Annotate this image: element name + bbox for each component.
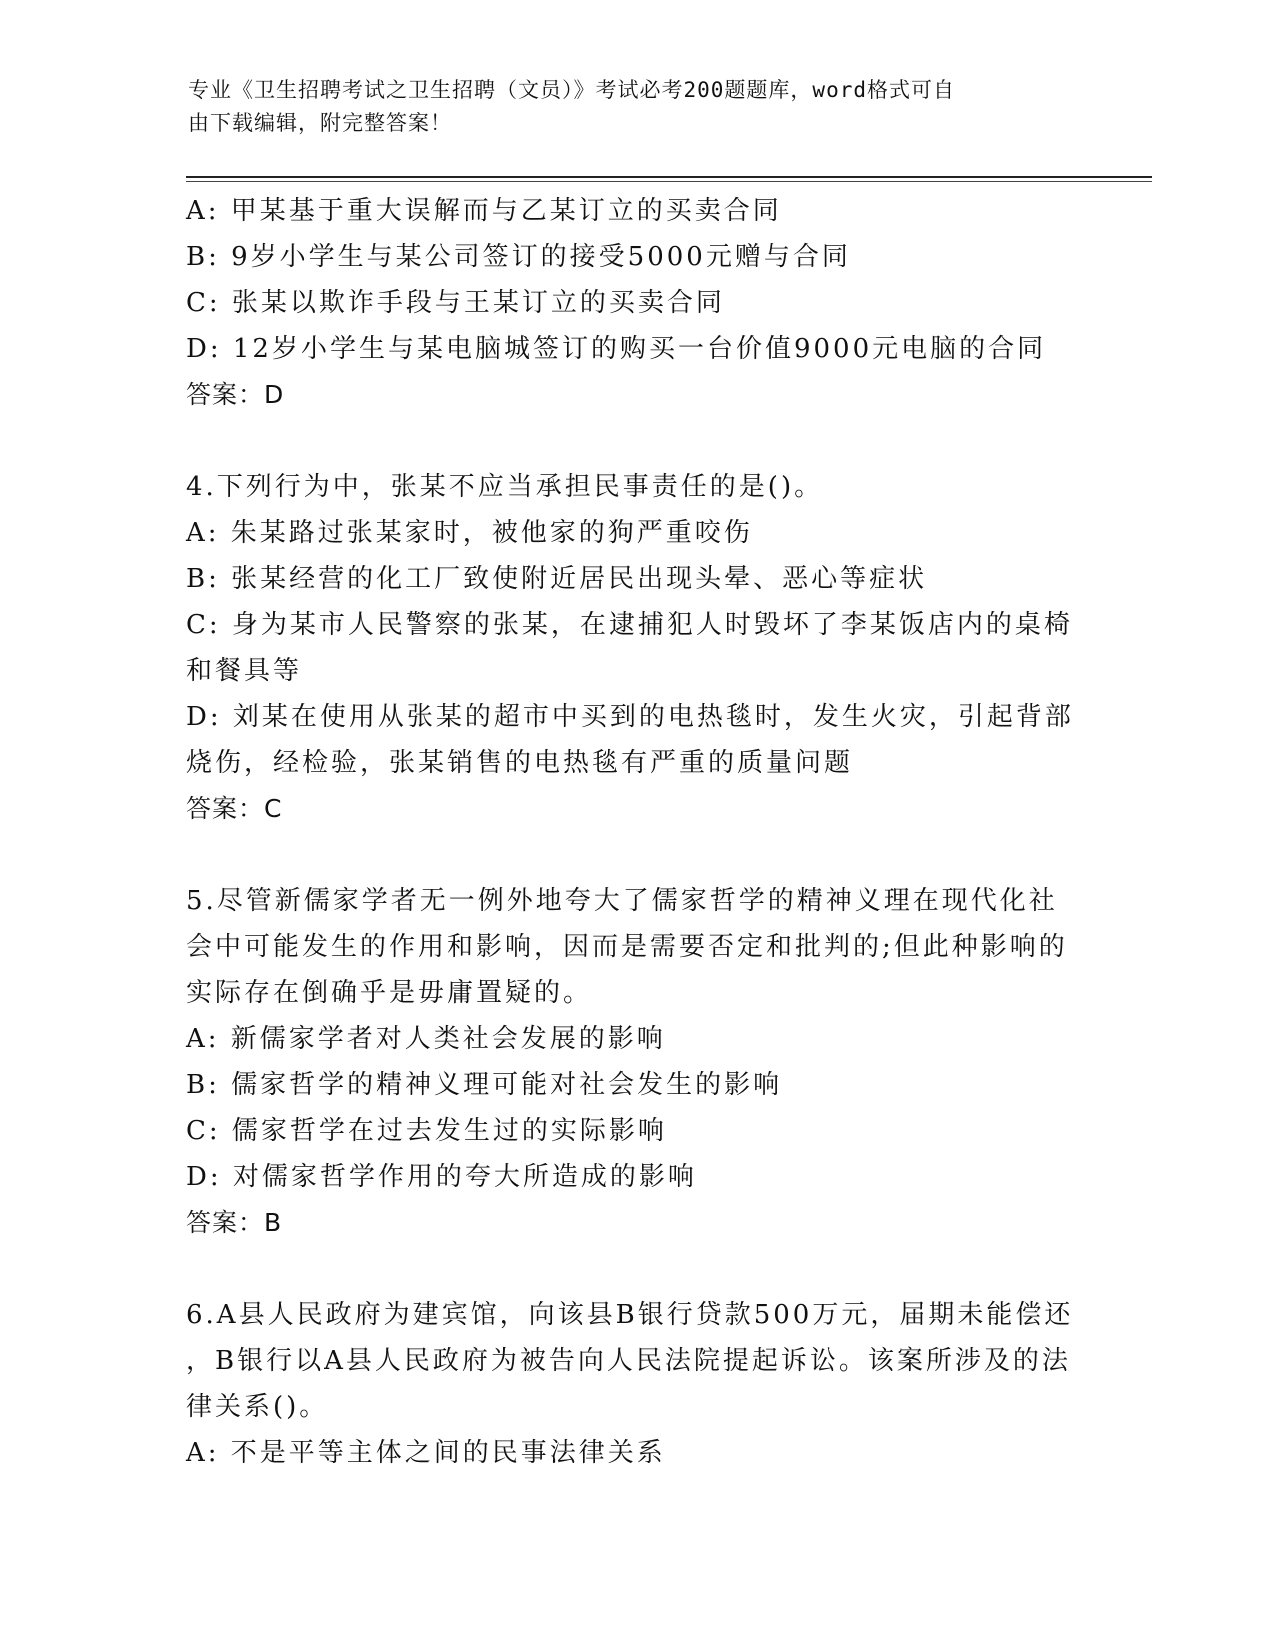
document-header	[188, 74, 1088, 140]
option-b: B: 张某经营的化工厂致使附近居民出现头晕、恶心等症状	[186, 564, 928, 594]
question-list	[186, 188, 1086, 1476]
option-b: B: 儒家哲学的精神义理可能对社会发生的影响	[186, 1070, 783, 1100]
header-divider	[186, 176, 1152, 178]
answer: 答案：D	[186, 380, 285, 409]
option-c: C: 身为某市人民警察的张某，在逮捕犯人时毁坏了李某饭店内的桌椅	[186, 610, 1073, 640]
question-stem-continued: 会中可能发生的作用和影响，因而是需要否定和批判的;但此种影响的	[186, 932, 1068, 962]
answer: 答案：B	[186, 1208, 283, 1237]
header-divider-thin	[186, 181, 1152, 182]
header-line-1: 专业《卫生招聘考试之卫生招聘（文员）》考试必考200题题库，word格式可自	[188, 78, 955, 102]
option-a: A: 新儒家学者对人类社会发展的影响	[186, 1024, 666, 1054]
question-3	[186, 188, 1086, 418]
question-stem-continued: 实际存在倒确乎是毋庸置疑的。	[186, 978, 593, 1008]
question-stem: 4.下列行为中，张某不应当承担民事责任的是()。	[186, 472, 824, 502]
option-c: C: 张某以欺诈手段与王某订立的买卖合同	[186, 288, 725, 318]
header-line-2: 由下载编辑，附完整答案！	[188, 111, 452, 135]
question-6	[186, 1292, 1086, 1476]
option-d-continued: 烧伤，经检验，张某销售的电热毯有严重的质量问题	[186, 748, 854, 778]
question-stem-continued: 律关系()。	[186, 1392, 329, 1422]
question-4	[186, 464, 1086, 832]
option-b: B: 9岁小学生与某公司签订的接受5000元赠与合同	[186, 242, 851, 272]
question-stem-continued: ，B银行以A县人民政府为被告向人民法院提起诉讼。该案所涉及的法	[186, 1346, 1071, 1376]
option-d: D: 对儒家哲学作用的夸大所造成的影响	[186, 1162, 697, 1192]
question-5	[186, 878, 1086, 1246]
option-a: A: 甲某基于重大误解而与乙某订立的买卖合同	[186, 196, 782, 226]
question-stem: 5.尽管新儒家学者无一例外地夸大了儒家哲学的精神义理在现代化社	[186, 886, 1058, 916]
option-c: C: 儒家哲学在过去发生过的实际影响	[186, 1116, 667, 1146]
option-c-continued: 和餐具等	[186, 656, 303, 686]
option-a: A: 不是平等主体之间的民事法律关系	[186, 1438, 666, 1468]
answer: 答案：C	[186, 794, 283, 823]
question-stem: 6.A县人民政府为建宾馆，向该县B银行贷款500万元，届期未能偿还	[186, 1300, 1074, 1330]
option-a: A: 朱某路过张某家时，被他家的狗严重咬伤	[186, 518, 753, 548]
option-d: D: 12岁小学生与某电脑城签订的购买一台价值9000元电脑的合同	[186, 334, 1047, 364]
option-d: D: 刘某在使用从张某的超市中买到的电热毯时，发生火灾，引起背部	[186, 702, 1074, 732]
